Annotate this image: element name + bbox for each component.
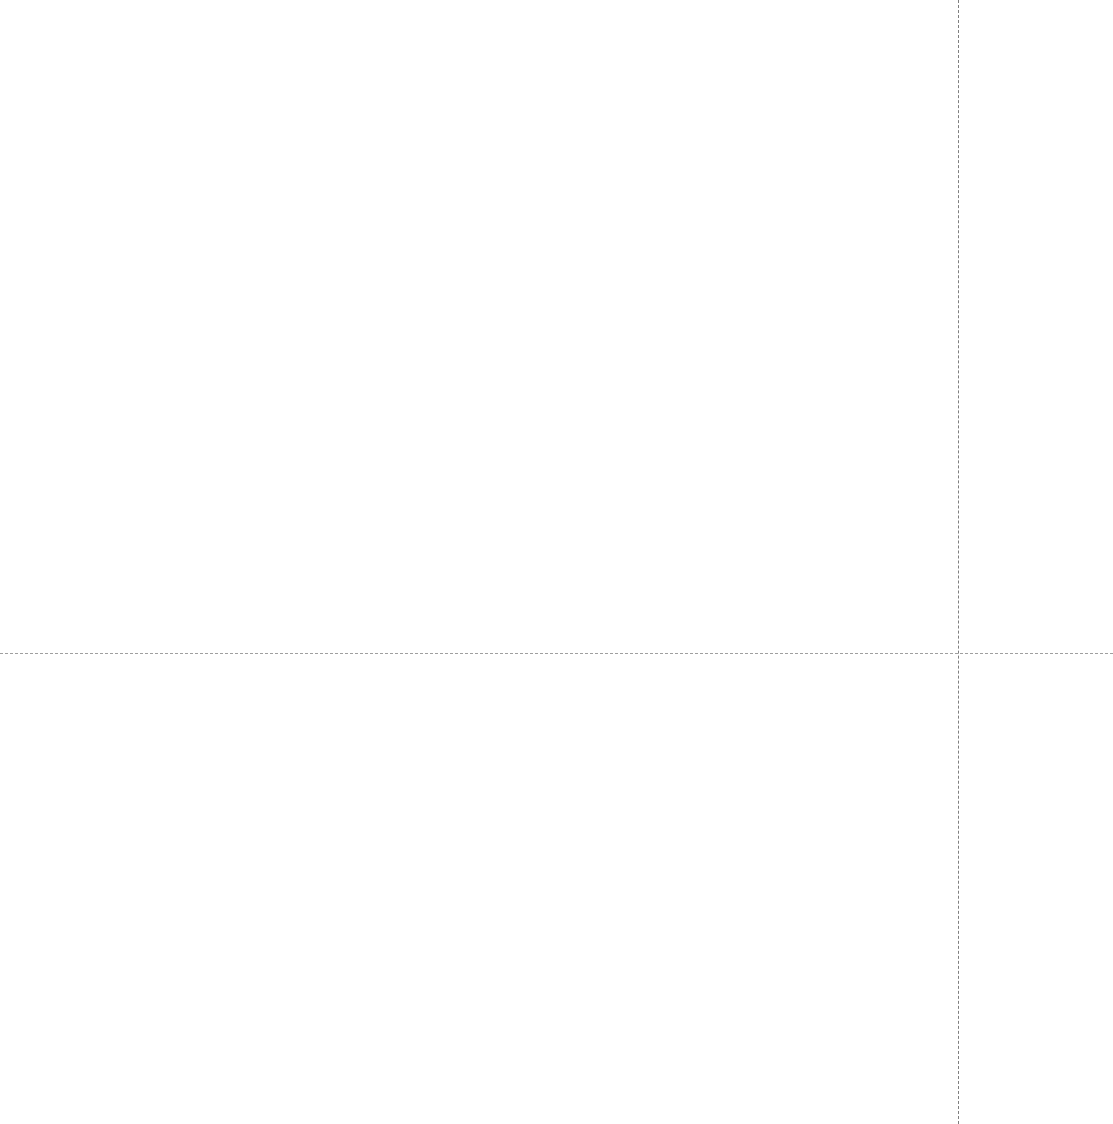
page-break-vertical	[958, 0, 959, 1124]
page-break-horizontal	[0, 653, 1113, 654]
